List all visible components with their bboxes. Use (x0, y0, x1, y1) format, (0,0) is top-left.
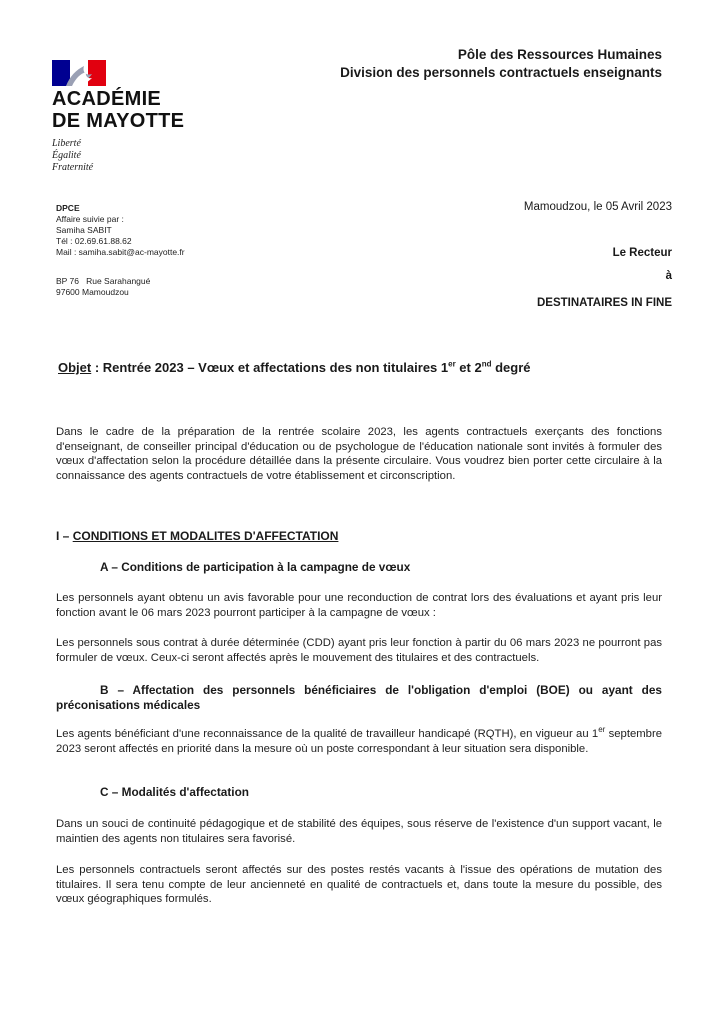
contact-email: Mail : samiha.sabit@ac-mayotte.fr (56, 247, 185, 257)
service-code: DPCE (56, 203, 80, 213)
division-title: Division des personnels contractuels enseignants (340, 65, 662, 80)
section-b-text-a: Les agents bénéficiant d'une reconnaissance de la qualité de travailleur handicapé (RQTH), en vigueur au 1 (56, 728, 599, 740)
section-b-paragraph (56, 727, 662, 756)
to-word: à (665, 270, 672, 282)
motto-egalite: Égalité (52, 150, 81, 161)
section-a-heading: A – Conditions de participation à la campagne de vœux (100, 560, 411, 574)
subject-text-a: : Rentrée 2023 – Vœux et affectations des non titulaires 1 (91, 360, 449, 375)
section-1-title: CONDITIONS ET MODALITES D'AFFECTATION (72, 529, 339, 543)
letter-date: Mamoudzou, le 05 Avril 2023 (523, 201, 672, 213)
subject-sup1: er (448, 359, 456, 369)
section-c-heading: C – Modalités d'affectation (100, 785, 249, 799)
section-a-paragraph-2: Les personnels sous contrat à durée déterminée (CDD) ayant pris leur fonction à partir du 06 mars 2023 ne pourront pas formuler de vœux. Ceux-ci seront affectés après le mouvement des titulaires et des contractuels. (56, 637, 662, 664)
subject-line (58, 360, 531, 375)
motto-fraternite: Fraternité (52, 162, 94, 173)
subject-text-c: degré (491, 360, 531, 375)
motto-liberte: Liberté (52, 138, 81, 149)
pole-title: Pôle des Ressources Humaines (457, 47, 662, 62)
followed-by-label: Affaire suivie par : (56, 214, 124, 224)
academie-name-line1: ACADÉMIE (52, 88, 162, 110)
section-c-paragraph-1: Dans un souci de continuité pédagogique et de stabilité des équipes, sous réserve de l'existence d'un support vacant, le maintien des agents non titulaires sera favorisé. (56, 818, 662, 845)
section-c-paragraph-2: Les personnels contractuels seront affectés sur des postes restés vacants à l'issue des opérations de mutation des titulaires. Il sera tenu compte de leur ancienneté en qualité de contractuels et, dans toute la mesure du possible, des vœux géographiques formulés. (56, 864, 662, 905)
republic-motto (52, 138, 212, 174)
subject-text-b: et 2 (455, 360, 482, 375)
postal-address (56, 276, 150, 298)
section-a-paragraph-1: Les personnels ayant obtenu un avis favorable pour une reconduction de contrat lors des évaluations et ayant pris leur fonction avant le 06 mars 2023 pourront participer à la campagne de vœux : (56, 592, 662, 619)
subject-label: Objet (58, 360, 92, 375)
section-b-heading: B – Affectation des personnels bénéficiaires de l'obligation d'emploi (BOE) ou ayant des préconisations médicales (56, 683, 662, 712)
section-1-heading (56, 529, 338, 543)
academie-logo (52, 60, 212, 174)
section-b-sup: er (598, 725, 606, 735)
marianne-flag-icon (52, 60, 106, 86)
recipients: DESTINATAIRES IN FINE (536, 297, 672, 309)
sender-block (56, 203, 185, 258)
subject-sup2: nd (481, 359, 492, 369)
contact-phone: Tél : 02.69.61.88.62 (56, 236, 132, 246)
section-b-text-b: septembre 2023 seront affectés en priorité dans la mesure où un poste correspondant à leur situation sera disponible. (56, 728, 662, 755)
intro-paragraph: Dans le cadre de la préparation de la rentrée scolaire 2023, les agents contractuels exerçants des fonctions d'enseignant, de conseiller principal d'éducation ou de psychologue de l'éducation nationale sont invités à formuler des vœux d'affectation selon la procédure détaillée dans la présente circulaire. Vous voudrez bien porter cette circulaire à la connaissance des agents contractuels de votre établissement et circonscription. (56, 426, 662, 482)
address-line1: BP 76 Rue Sarahangué (56, 276, 151, 286)
from-recteur: Le Recteur (612, 247, 672, 259)
academie-name-line2: DE MAYOTTE (52, 110, 185, 132)
contact-name: Samiha SABIT (56, 225, 112, 235)
section-1-prefix: I – (56, 529, 73, 543)
department-header (340, 46, 662, 82)
address-line2: 97600 Mamoudzou (56, 287, 129, 297)
